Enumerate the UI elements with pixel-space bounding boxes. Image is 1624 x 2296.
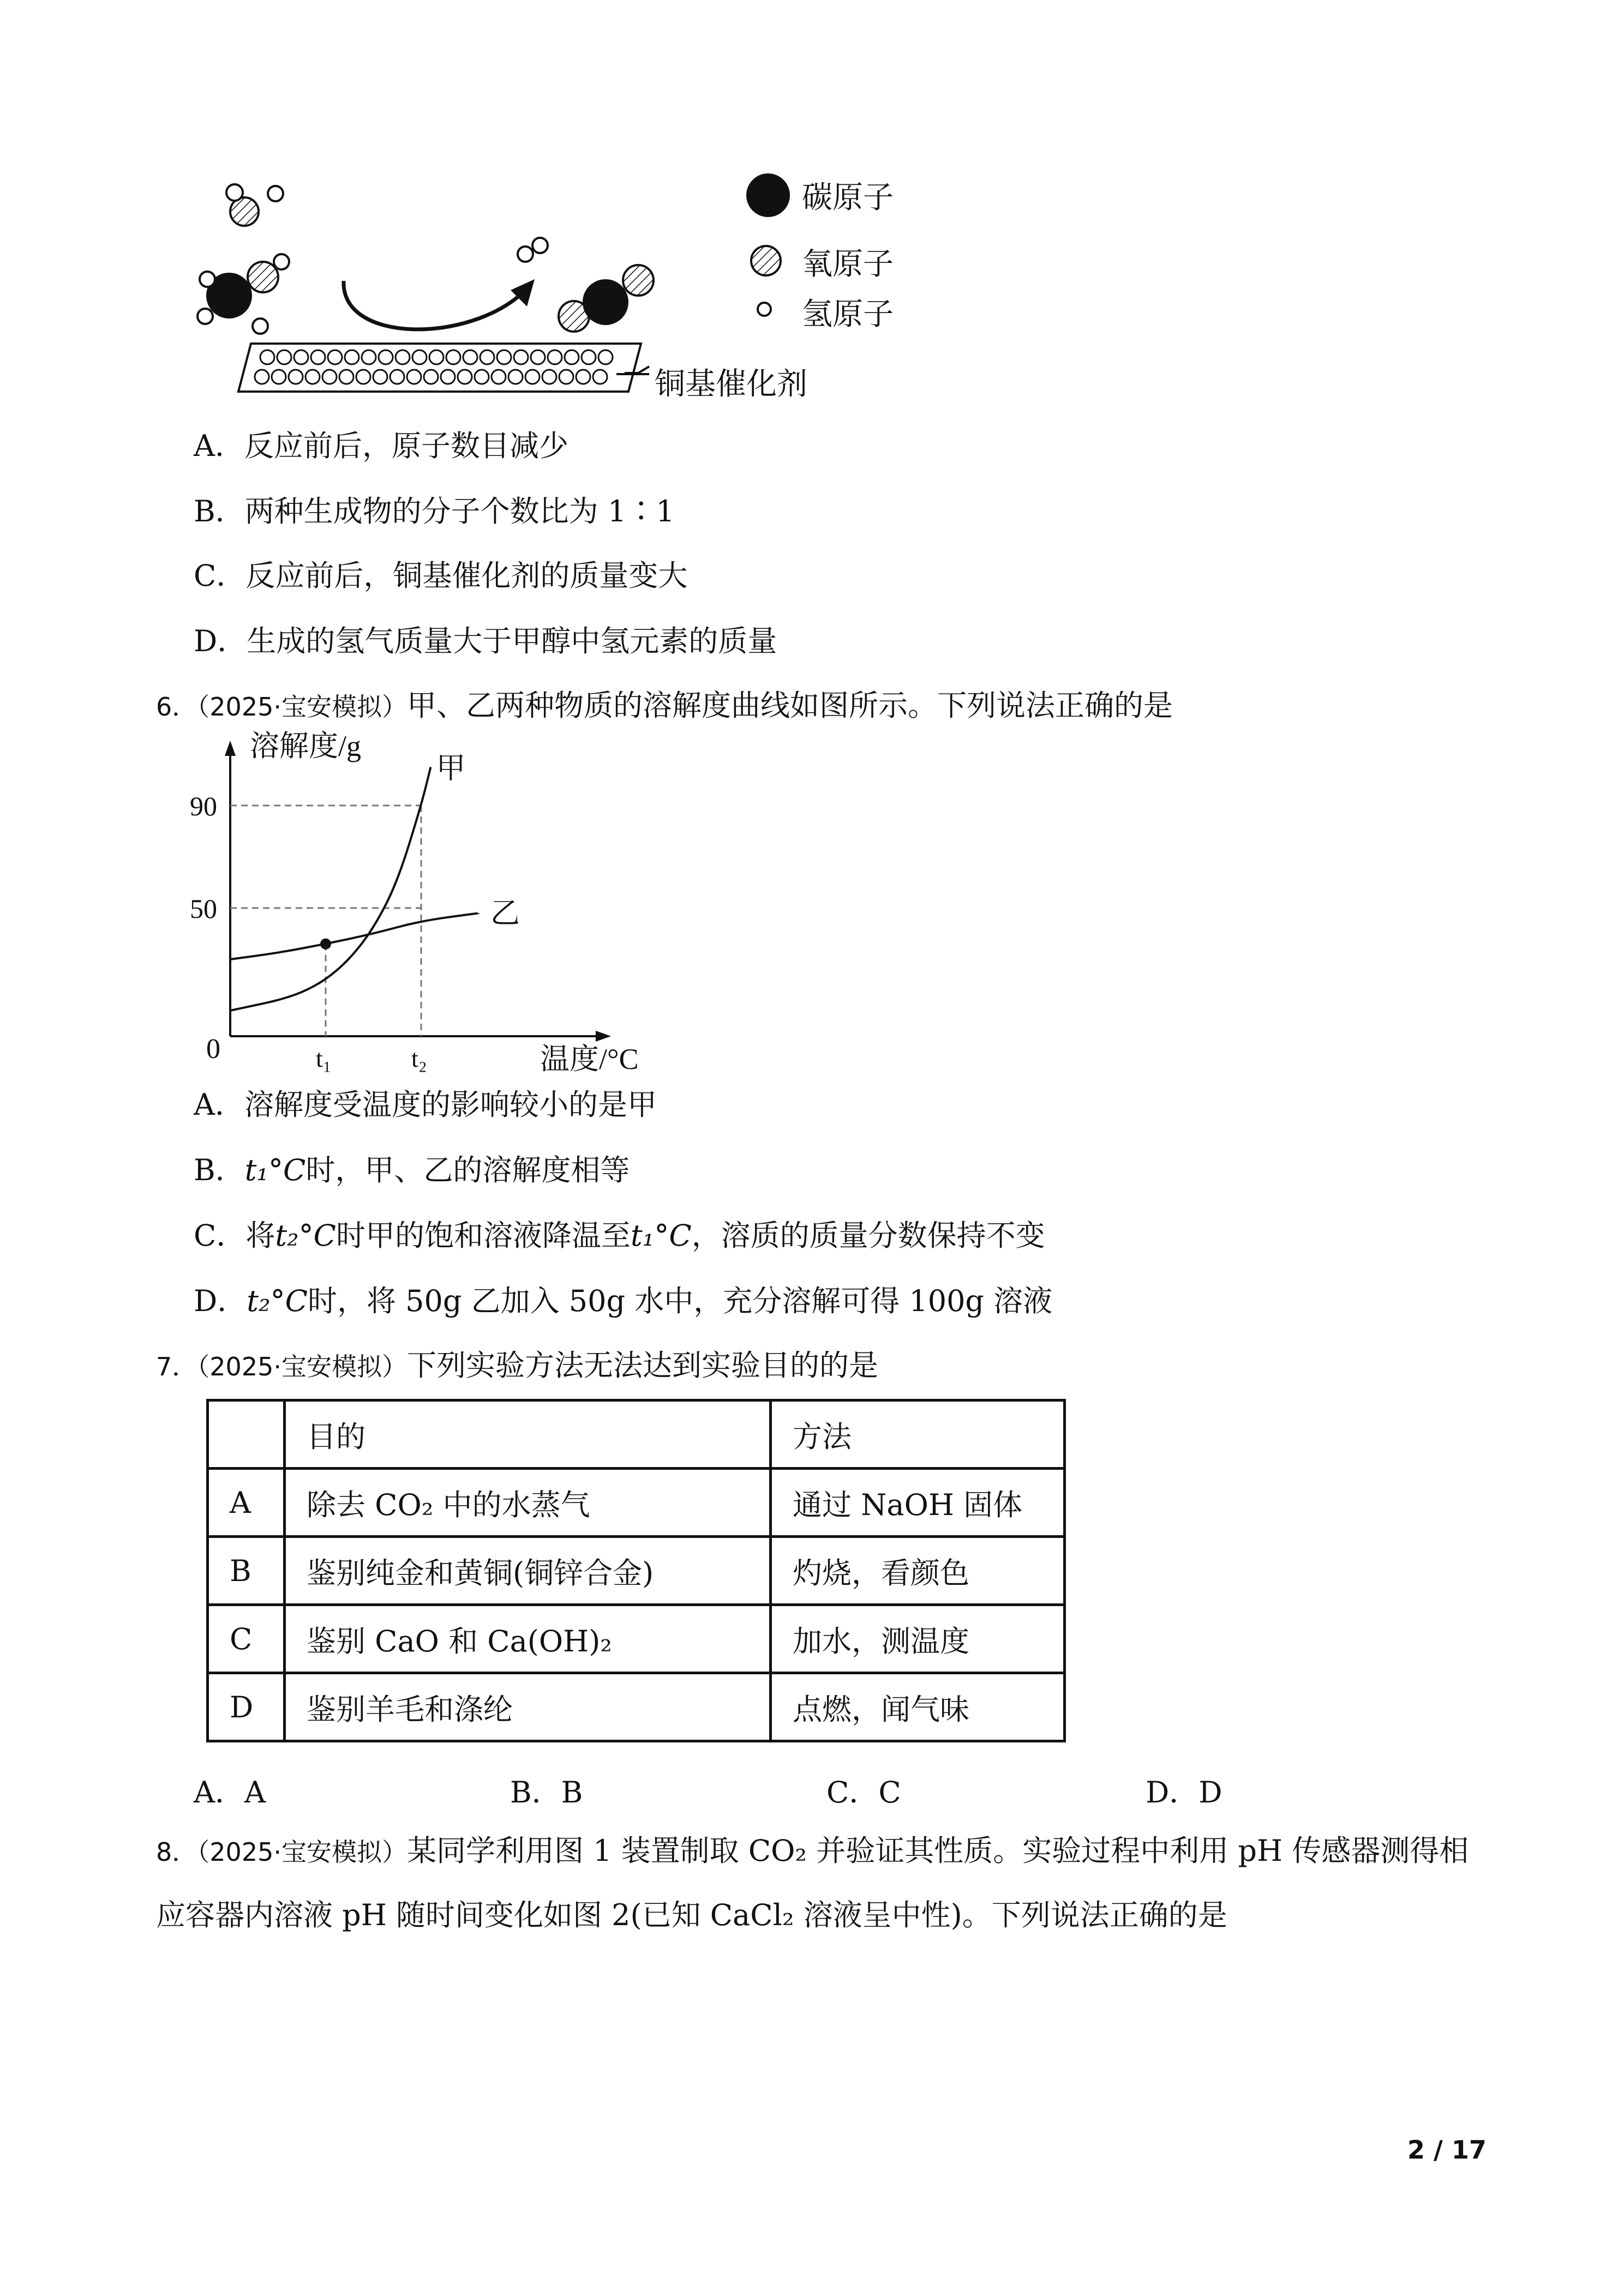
catalyst-bead (277, 350, 291, 364)
intersection-point (320, 939, 331, 949)
q6-option-c: C．将t₂°C时甲的饱和溶液降温至t₁°C，溶质的质量分数保持不变 (194, 1218, 1045, 1253)
table-header-cell: 目的 (285, 1401, 771, 1469)
catalyst-bead (390, 370, 404, 384)
y-axis-label: 溶解度/g (250, 731, 362, 762)
catalyst-bead (407, 370, 421, 384)
catalyst-bead (480, 350, 494, 364)
table-row (208, 1673, 1065, 1741)
legend-oxygen: 氧原子 (802, 247, 894, 282)
table-cell-letter: C (208, 1605, 285, 1673)
legend-catalyst: 铜基催化剂 (655, 366, 807, 402)
arrow-head (511, 279, 535, 306)
table-cell-purpose: 除去 CO₂ 中的水蒸气 (285, 1469, 771, 1537)
x-axis-label: 温度/°C (540, 1043, 639, 1075)
catalyst-bead (565, 350, 579, 364)
catalyst-bead (514, 350, 528, 364)
q7-answer-b: B．B (510, 1775, 583, 1810)
q5-option-d: D．生成的氢气质量大于甲醇中氢元素的质量 (194, 624, 777, 658)
oxygen-atom-icon (748, 243, 783, 278)
table-cell-method: 灼烧，看颜色 (771, 1537, 1065, 1605)
catalyst-bead (328, 350, 342, 364)
table-cell-method: 加水，测温度 (771, 1605, 1065, 1673)
legend-hydrogen: 氢原子 (802, 297, 894, 332)
page-number: 2 / 17 (1407, 2135, 1487, 2165)
catalyst-bead (576, 370, 590, 384)
y-tick-label: 50 (190, 893, 217, 924)
table-cell-method: 通过 NaOH 固体 (771, 1469, 1065, 1537)
catalyst-bead (598, 350, 613, 364)
table-cell-purpose: 鉴别 CaO 和 Ca(OH)₂ (285, 1605, 771, 1673)
catalyst-bead (497, 350, 511, 364)
q5-option-b: B．两种生成物的分子个数比为 1∶1 (194, 494, 675, 528)
product-molecule (559, 265, 654, 332)
x-tick-label: t₁ (316, 1044, 332, 1072)
catalyst-bead (362, 350, 376, 364)
table-row (208, 1537, 1065, 1605)
catalyst-bead (379, 350, 393, 364)
table-header-cell: 方法 (771, 1401, 1065, 1469)
y-tick-label: 90 (190, 791, 217, 821)
catalyst-bead (345, 350, 359, 364)
catalyst-bead (395, 350, 410, 364)
table-row (208, 1469, 1065, 1537)
series-label: 乙 (490, 897, 520, 930)
experiment-table (206, 1399, 1066, 1742)
catalyst-bead (272, 370, 286, 384)
table-cell-purpose: 鉴别羊毛和涤纶 (285, 1673, 771, 1741)
q6-option-d: D．t₂°C时，将 50g 乙加入 50g 水中，充分溶解可得 100g 溶液 (194, 1284, 1053, 1318)
q7-answer-a: A．A (194, 1775, 266, 1810)
catalyst-bead (582, 350, 596, 364)
x-tick-label: t₂ (411, 1044, 427, 1072)
table-header-row (208, 1401, 1065, 1469)
catalyst-bead (356, 370, 370, 384)
product-hydrogen-molecule (518, 238, 548, 262)
catalyst-bead (492, 370, 506, 384)
catalyst-bead (294, 350, 308, 364)
series-line-jia (230, 767, 431, 1011)
catalyst-bead (458, 370, 472, 384)
catalyst-bead (255, 370, 269, 384)
catalyst-bead (446, 350, 460, 364)
table-cell-letter: A (208, 1469, 285, 1537)
catalyst-bead (508, 370, 523, 384)
q7-stem: 7．（2025·宝安模拟）下列实验方法无法达到实验目的的是 (156, 1348, 878, 1383)
catalyst-bead (305, 370, 320, 384)
q8-stem-line1: 8．（2025·宝安模拟）某同学利用图 1 装置制取 CO₂ 并验证其性质。实验过程中利用 pH 传感器测得相 (156, 1834, 1469, 1868)
catalyst-bead (260, 350, 274, 364)
catalyst-bead (559, 370, 573, 384)
table-cell-letter: B (208, 1537, 285, 1605)
origin-label: 0 (206, 1033, 220, 1065)
table-cell-purpose: 鉴别纯金和黄铜(铜锌合金) (285, 1537, 771, 1605)
catalyst-label-line (616, 373, 649, 375)
reaction-arrow (344, 281, 524, 329)
q6-option-a: A．溶解度受温度的影响较小的是甲 (194, 1087, 657, 1122)
q8-stem-line2: 应容器内溶液 pH 随时间变化如图 2(已知 CaCl₂ 溶液呈中性)。下列说法正确的是 (156, 1898, 1227, 1932)
table-row (208, 1605, 1065, 1673)
legend-carbon: 碳原子 (802, 180, 894, 215)
catalyst-bead (311, 350, 325, 364)
catalyst-bead (531, 350, 545, 364)
catalyst-bead (339, 370, 353, 384)
catalyst-bead (429, 350, 444, 364)
catalyst-bead (548, 350, 562, 364)
catalyst-bead (412, 350, 427, 364)
catalyst-bead (441, 370, 455, 384)
catalyst-bead (542, 370, 556, 384)
q5-option-a: A．反应前后，原子数目减少 (194, 429, 568, 463)
x-axis-arrow (596, 1031, 611, 1042)
table-cell-method: 点燃，闻气味 (771, 1673, 1065, 1741)
series-label: 甲 (436, 752, 466, 785)
catalyst-bead (424, 370, 438, 384)
catalyst-bead (322, 370, 337, 384)
q6-stem: 6．（2025·宝安模拟）甲、乙两种物质的溶解度曲线如图所示。下列说法正确的是 (156, 688, 1173, 723)
q7-answer-d: D．D (1146, 1775, 1223, 1810)
q5-option-c: C．反应前后，铜基催化剂的质量变大 (194, 558, 688, 593)
catalyst-bead (289, 370, 303, 384)
catalyst-bead (463, 350, 477, 364)
reactant-methanol-molecule (197, 254, 289, 334)
y-axis-arrow (225, 741, 236, 756)
q7-answer-c: C．C (826, 1775, 901, 1810)
reactant-water-molecule (226, 184, 283, 226)
catalyst-bead (593, 370, 607, 384)
catalyst-bead (525, 370, 540, 384)
catalyst-bead (373, 370, 387, 384)
catalyst-bead (475, 370, 489, 384)
q6-option-b: B．t₁°C时，甲、乙的溶解度相等 (194, 1153, 630, 1187)
table-header-cell (208, 1401, 285, 1469)
carbon-atom-icon (746, 173, 790, 217)
catalyst-block (238, 344, 641, 392)
hydrogen-atom-icon (757, 302, 772, 317)
solubility-chart (180, 731, 671, 1080)
table-cell-letter: D (208, 1673, 285, 1741)
